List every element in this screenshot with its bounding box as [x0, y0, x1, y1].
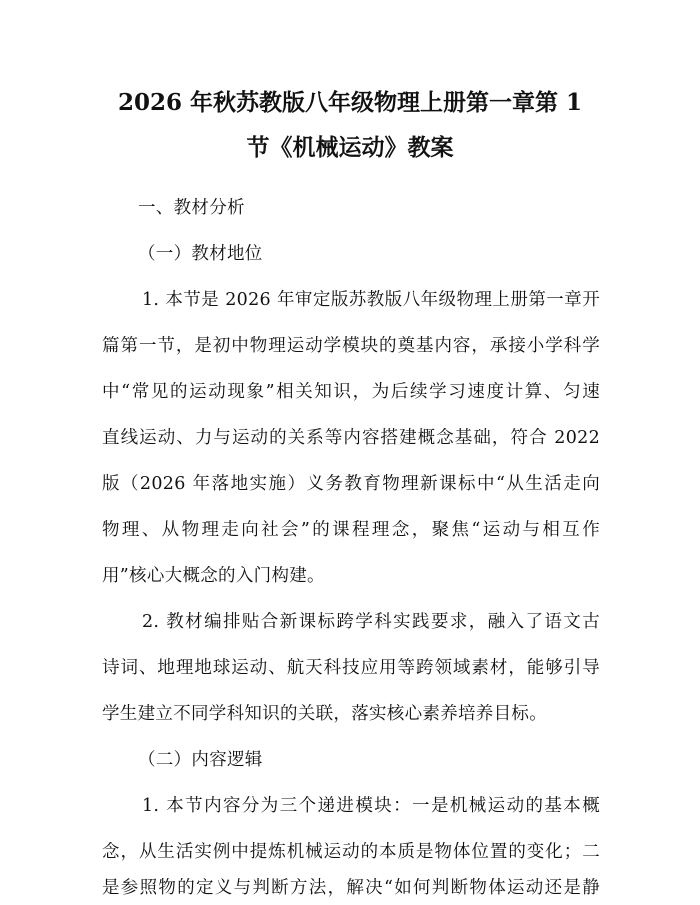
paragraph-3-line-3: 是参照物的定义与判断方法，解决“如何判断物体运动还是静: [102, 878, 600, 898]
document-title-line-2: 节《机械运动》教案: [246, 134, 454, 161]
paragraph-3-line-2: 念，从生活实例中提炼机械运动的本质是物体位置的变化；二: [102, 842, 600, 862]
paragraph-2-line-1: 2. 教材编排贴合新课标跨学科实践要求，融入了语文古: [142, 612, 600, 632]
paragraph-2-line-2: 诗词、地理地球运动、航天科技应用等跨领域素材，能够引导: [102, 658, 600, 678]
paragraph-1-line-1: 1. 本节是 2026 年审定版苏教版八年级物理上册第一章开: [142, 290, 600, 310]
paragraph-1-line-6: 物理、从物理走向社会”的课程理念，聚焦“运动与相互作: [102, 520, 600, 540]
section-heading: 一、教材分析: [138, 198, 245, 218]
subheading-content-logic: （二）内容逻辑: [138, 750, 263, 770]
paragraph-1-line-4: 直线运动、力与运动的关系等内容搭建概念基础，符合 2022: [102, 428, 600, 448]
paragraph-1-line-5: 版（2026 年落地实施）义务教育物理新课标中“从生活走向: [102, 474, 600, 494]
paragraph-1-line-3: 中“常见的运动现象”相关知识，为后续学习速度计算、匀速: [102, 382, 600, 402]
paragraph-3-line-1: 1. 本节内容分为三个递进模块：一是机械运动的基本概: [142, 796, 600, 816]
paragraph-1-line-7: 用”核心大概念的入门构建。: [102, 566, 325, 586]
document-title-line-1: 2026 年秋苏教版八年级物理上册第一章第 1: [117, 89, 583, 116]
subheading-textbook-position: （一）教材地位: [138, 244, 263, 264]
paragraph-1-line-2: 篇第一节，是初中物理运动学模块的奠基内容，承接小学科学: [102, 336, 600, 356]
paragraph-2-line-3: 学生建立不同学科知识的关联，落实核心素养培养目标。: [102, 704, 547, 724]
